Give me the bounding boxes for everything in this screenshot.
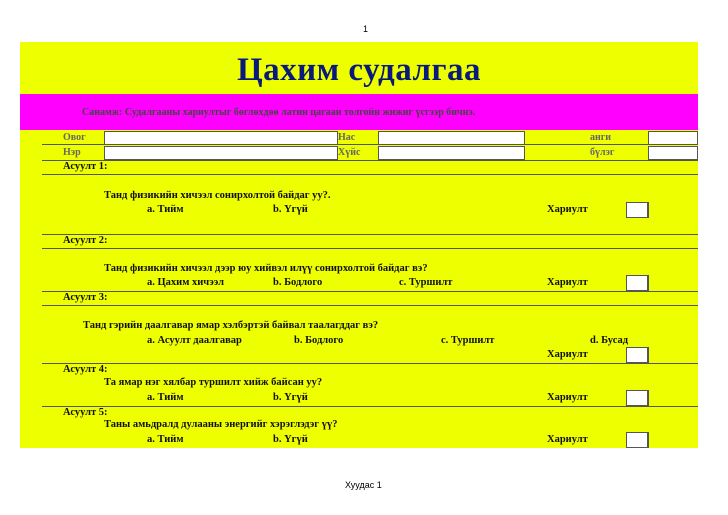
page-title: Цахим судалгаа bbox=[236, 52, 482, 88]
question-1-answer-input[interactable] bbox=[626, 202, 648, 218]
row-line bbox=[42, 305, 698, 306]
page-number-top: 1 bbox=[363, 24, 369, 34]
question-3-option-c[interactable]: c. Туршилт bbox=[441, 335, 495, 346]
class-input[interactable] bbox=[648, 131, 698, 145]
question-5-answer-label: Хариулт bbox=[547, 434, 588, 445]
age-label: Нас bbox=[338, 132, 356, 143]
question-4-option-b[interactable]: b. Үгүй bbox=[273, 392, 308, 403]
survey-sheet bbox=[20, 42, 698, 448]
row-line bbox=[42, 291, 698, 292]
question-2-answer-input[interactable] bbox=[626, 275, 648, 291]
cell-divider bbox=[648, 347, 649, 363]
cell-divider bbox=[648, 390, 649, 406]
question-3-option-b[interactable]: b. Бодлого bbox=[294, 335, 344, 346]
lastname-label: Овог bbox=[63, 132, 86, 143]
question-4-answer-label: Хариулт bbox=[547, 392, 588, 403]
question-2-text: Танд физикийн хичээл дээр юу хийвэл илүү сонирхолтой байдаг вэ? bbox=[104, 263, 428, 274]
question-3-answer-label: Хариулт bbox=[547, 349, 588, 360]
page-footer: Хуудас 1 bbox=[345, 480, 382, 490]
question-2-option-a[interactable]: a. Цахим хичээл bbox=[147, 277, 224, 288]
question-1-option-b[interactable]: b. Үгүй bbox=[273, 204, 308, 215]
question-5-text: Таны амьдралд дулааны энергийг хэрэглэдэг үү? bbox=[104, 419, 338, 430]
class-label: анги bbox=[590, 132, 612, 143]
cell-divider bbox=[648, 275, 649, 291]
question-2-option-c[interactable]: c. Туршилт bbox=[399, 277, 453, 288]
question-3-answer-input[interactable] bbox=[626, 347, 648, 363]
group-label: бүлэг bbox=[590, 147, 615, 158]
question-2-answer-label: Хариулт bbox=[547, 277, 588, 288]
cell-divider bbox=[648, 202, 649, 218]
question-4-answer-input[interactable] bbox=[626, 390, 648, 406]
question-1-text: Танд физикийн хичээл сонирхолтой байдаг уу?. bbox=[104, 190, 331, 201]
instruction-note: Санамж: Судалгааны хариултыг бөглөхдөө латин цагаан толгойн жижиг үсгээр бичнэ. bbox=[82, 107, 476, 118]
gender-input[interactable] bbox=[378, 146, 525, 160]
question-2-label: Асуулт 2: bbox=[63, 235, 108, 246]
lastname-input[interactable] bbox=[104, 131, 338, 145]
question-2-option-b[interactable]: b. Бодлого bbox=[273, 277, 323, 288]
question-4-option-a[interactable]: a. Тийм bbox=[147, 392, 184, 403]
question-3-text: Танд гэрийн даалгавар ямар хэлбэртэй байвал таалагддаг вэ? bbox=[83, 320, 379, 331]
question-1-option-a[interactable]: a. Тийм bbox=[147, 204, 184, 215]
row-line bbox=[42, 363, 698, 364]
row-line bbox=[42, 160, 698, 161]
question-3-option-a[interactable]: a. Асуулт даалгавар bbox=[147, 335, 242, 346]
question-5-option-b[interactable]: b. Үгүй bbox=[273, 434, 308, 445]
row-line bbox=[42, 248, 698, 249]
question-5-option-a[interactable]: a. Тийм bbox=[147, 434, 184, 445]
cell-divider bbox=[648, 432, 649, 448]
row-line bbox=[42, 234, 698, 235]
firstname-input[interactable] bbox=[104, 146, 338, 160]
question-4-label: Асуулт 4: bbox=[63, 364, 108, 375]
row-line bbox=[42, 174, 698, 175]
question-3-label: Асуулт 3: bbox=[63, 292, 108, 303]
gender-label: Хүйс bbox=[338, 147, 361, 158]
question-1-label: Асуулт 1: bbox=[63, 161, 108, 172]
firstname-label: Нэр bbox=[63, 147, 81, 158]
group-input[interactable] bbox=[648, 146, 698, 160]
question-5-label: Асуулт 5: bbox=[63, 407, 108, 418]
question-4-text: Та ямар нэг хялбар туршилт хийж байсан уу? bbox=[104, 377, 323, 388]
instruction-banner bbox=[20, 94, 698, 130]
row-line bbox=[42, 406, 698, 407]
question-5-answer-input[interactable] bbox=[626, 432, 648, 448]
age-input[interactable] bbox=[378, 131, 525, 145]
question-1-answer-label: Хариулт bbox=[547, 204, 588, 215]
question-3-option-d[interactable]: d. Бусад bbox=[590, 335, 629, 346]
